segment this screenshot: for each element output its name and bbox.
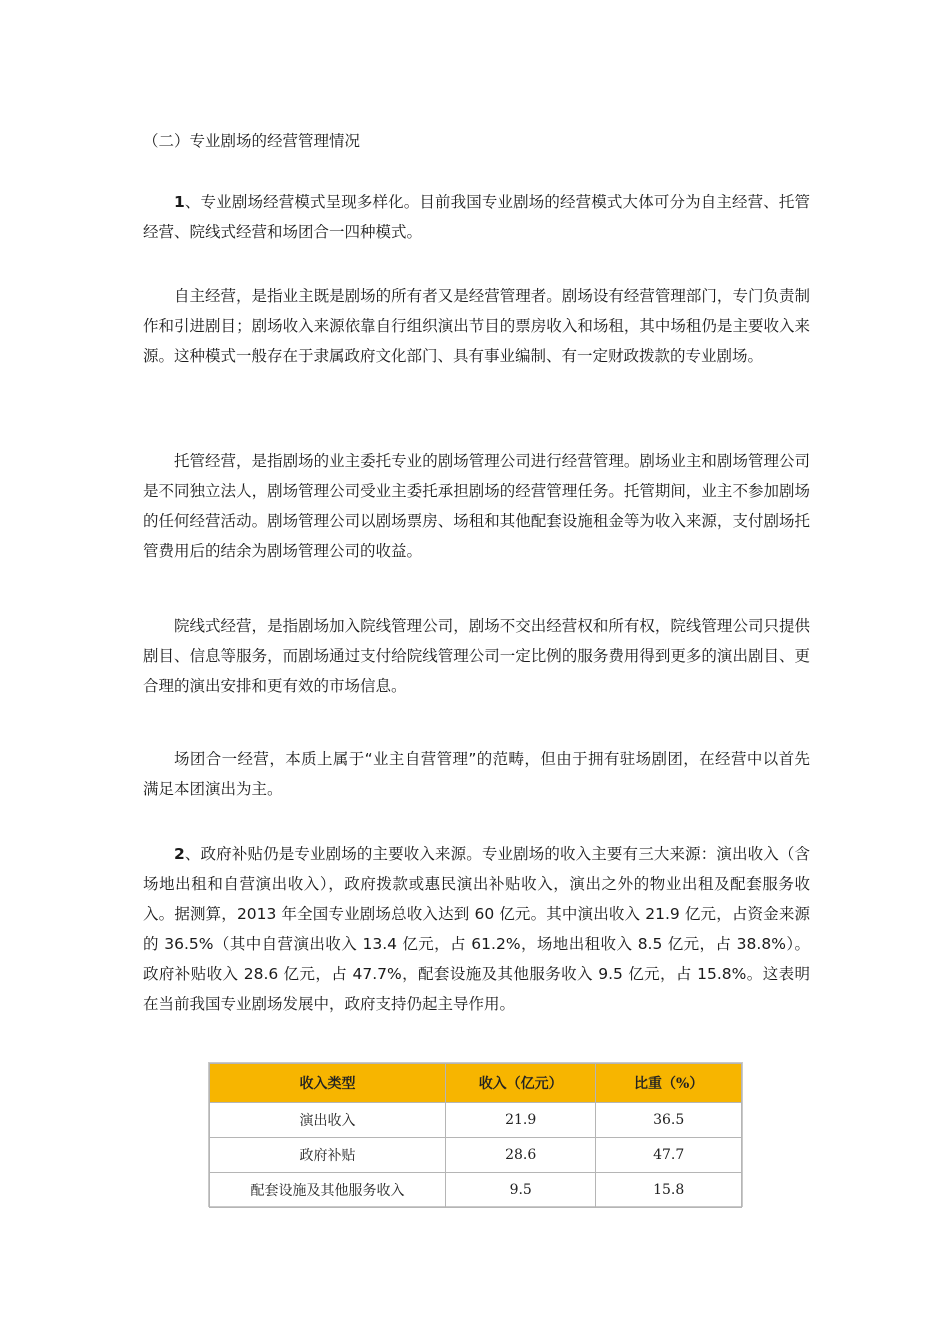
cell-revenue-type: 政府补贴 — [210, 1138, 446, 1173]
paragraph-theater-chain-operation: 院线式经营，是指剧场加入院线管理公司，剧场不交出经营权和所有权，院线管理公司只提供剧目、信息等服务，而剧场通过支付给院线管理公司一定比例的服务费用得到更多的演出剧目、更合理的演出安排和更有效的市场信息。 — [143, 617, 810, 695]
revenue-table — [209, 1063, 742, 1208]
cell-revenue-type: 演出收入 — [210, 1103, 446, 1138]
cell-revenue-share: 47.7 — [596, 1138, 742, 1173]
cell-revenue-amount: 28.6 — [446, 1138, 596, 1173]
table-row — [210, 1103, 742, 1138]
cell-revenue-share: 15.8 — [596, 1173, 742, 1208]
paragraph-number: 2 — [174, 845, 185, 863]
header-revenue-share: 比重（%） — [596, 1064, 742, 1103]
paragraph-troupe-integrated-operation: 场团合一经营，本质上属于“业主自营管理”的范畴，但由于拥有驻场剧团，在经营中以首先满足本团演出为主。 — [143, 750, 810, 798]
paragraph-operating-models — [143, 187, 810, 247]
cell-revenue-type: 配套设施及其他服务收入 — [210, 1173, 446, 1208]
paragraph-text: 、专业剧场经营模式呈现多样化。目前我国专业剧场的经营模式大体可分为自主经营、托管经营、院线式经营和场团合一四种模式。 — [143, 193, 810, 241]
paragraph-self-operation: 自主经营，是指业主既是剧场的所有者又是经营管理者。剧场设有经营管理部门，专门负责制作和引进剧目；剧场收入来源依靠自行组织演出节目的票房收入和场租，其中场租仍是主要收入来源。这种模式一般存在于隶属政府文化部门、具有事业编制、有一定财政拨款的专业剧场。 — [143, 287, 810, 365]
cell-revenue-share: 36.5 — [596, 1103, 742, 1138]
cell-revenue-amount: 9.5 — [446, 1173, 596, 1208]
revenue-table-container — [208, 1062, 743, 1207]
header-revenue-amount: 收入（亿元） — [446, 1064, 596, 1103]
paragraph-text: 、政府补贴仍是专业剧场的主要收入来源。专业剧场的收入主要有三大来源：演出收入（含场地出租和自营演出收入），政府拨款或惠民演出补贴收入，演出之外的物业出租及配套服务收入。据测算，2013 年全国专业剧场总收入达到 60 亿元。其中演出收入 21.9 亿元，占资金来源的 36.5%（其中自营演出收入 13.4 亿元，占 61.2%，场地出租收入 8.5 亿元，占 38.8%）。政府补贴收入 28.6 亿元，占 47.7%，配套设施及其他服务收入 9.5 亿元，占 15.8%。这表明在当前我国专业剧场发展中，政府支持仍起主导作用。 — [143, 845, 810, 1013]
table-header-row — [210, 1064, 742, 1103]
paragraph-number: 1 — [174, 193, 185, 211]
paragraph-revenue-sources — [143, 839, 810, 1019]
table-row — [210, 1173, 742, 1208]
table-row — [210, 1138, 742, 1173]
section-heading: （二）专业剧场的经营管理情况 — [143, 132, 361, 150]
header-revenue-type: 收入类型 — [210, 1064, 446, 1103]
cell-revenue-amount: 21.9 — [446, 1103, 596, 1138]
paragraph-entrusted-operation: 托管经营，是指剧场的业主委托专业的剧场管理公司进行经营管理。剧场业主和剧场管理公司是不同独立法人，剧场管理公司受业主委托承担剧场的经营管理任务。托管期间，业主不参加剧场的任何经营活动。剧场管理公司以剧场票房、场租和其他配套设施租金等为收入来源，支付剧场托管费用后的结余为剧场管理公司的收益。 — [143, 452, 810, 560]
